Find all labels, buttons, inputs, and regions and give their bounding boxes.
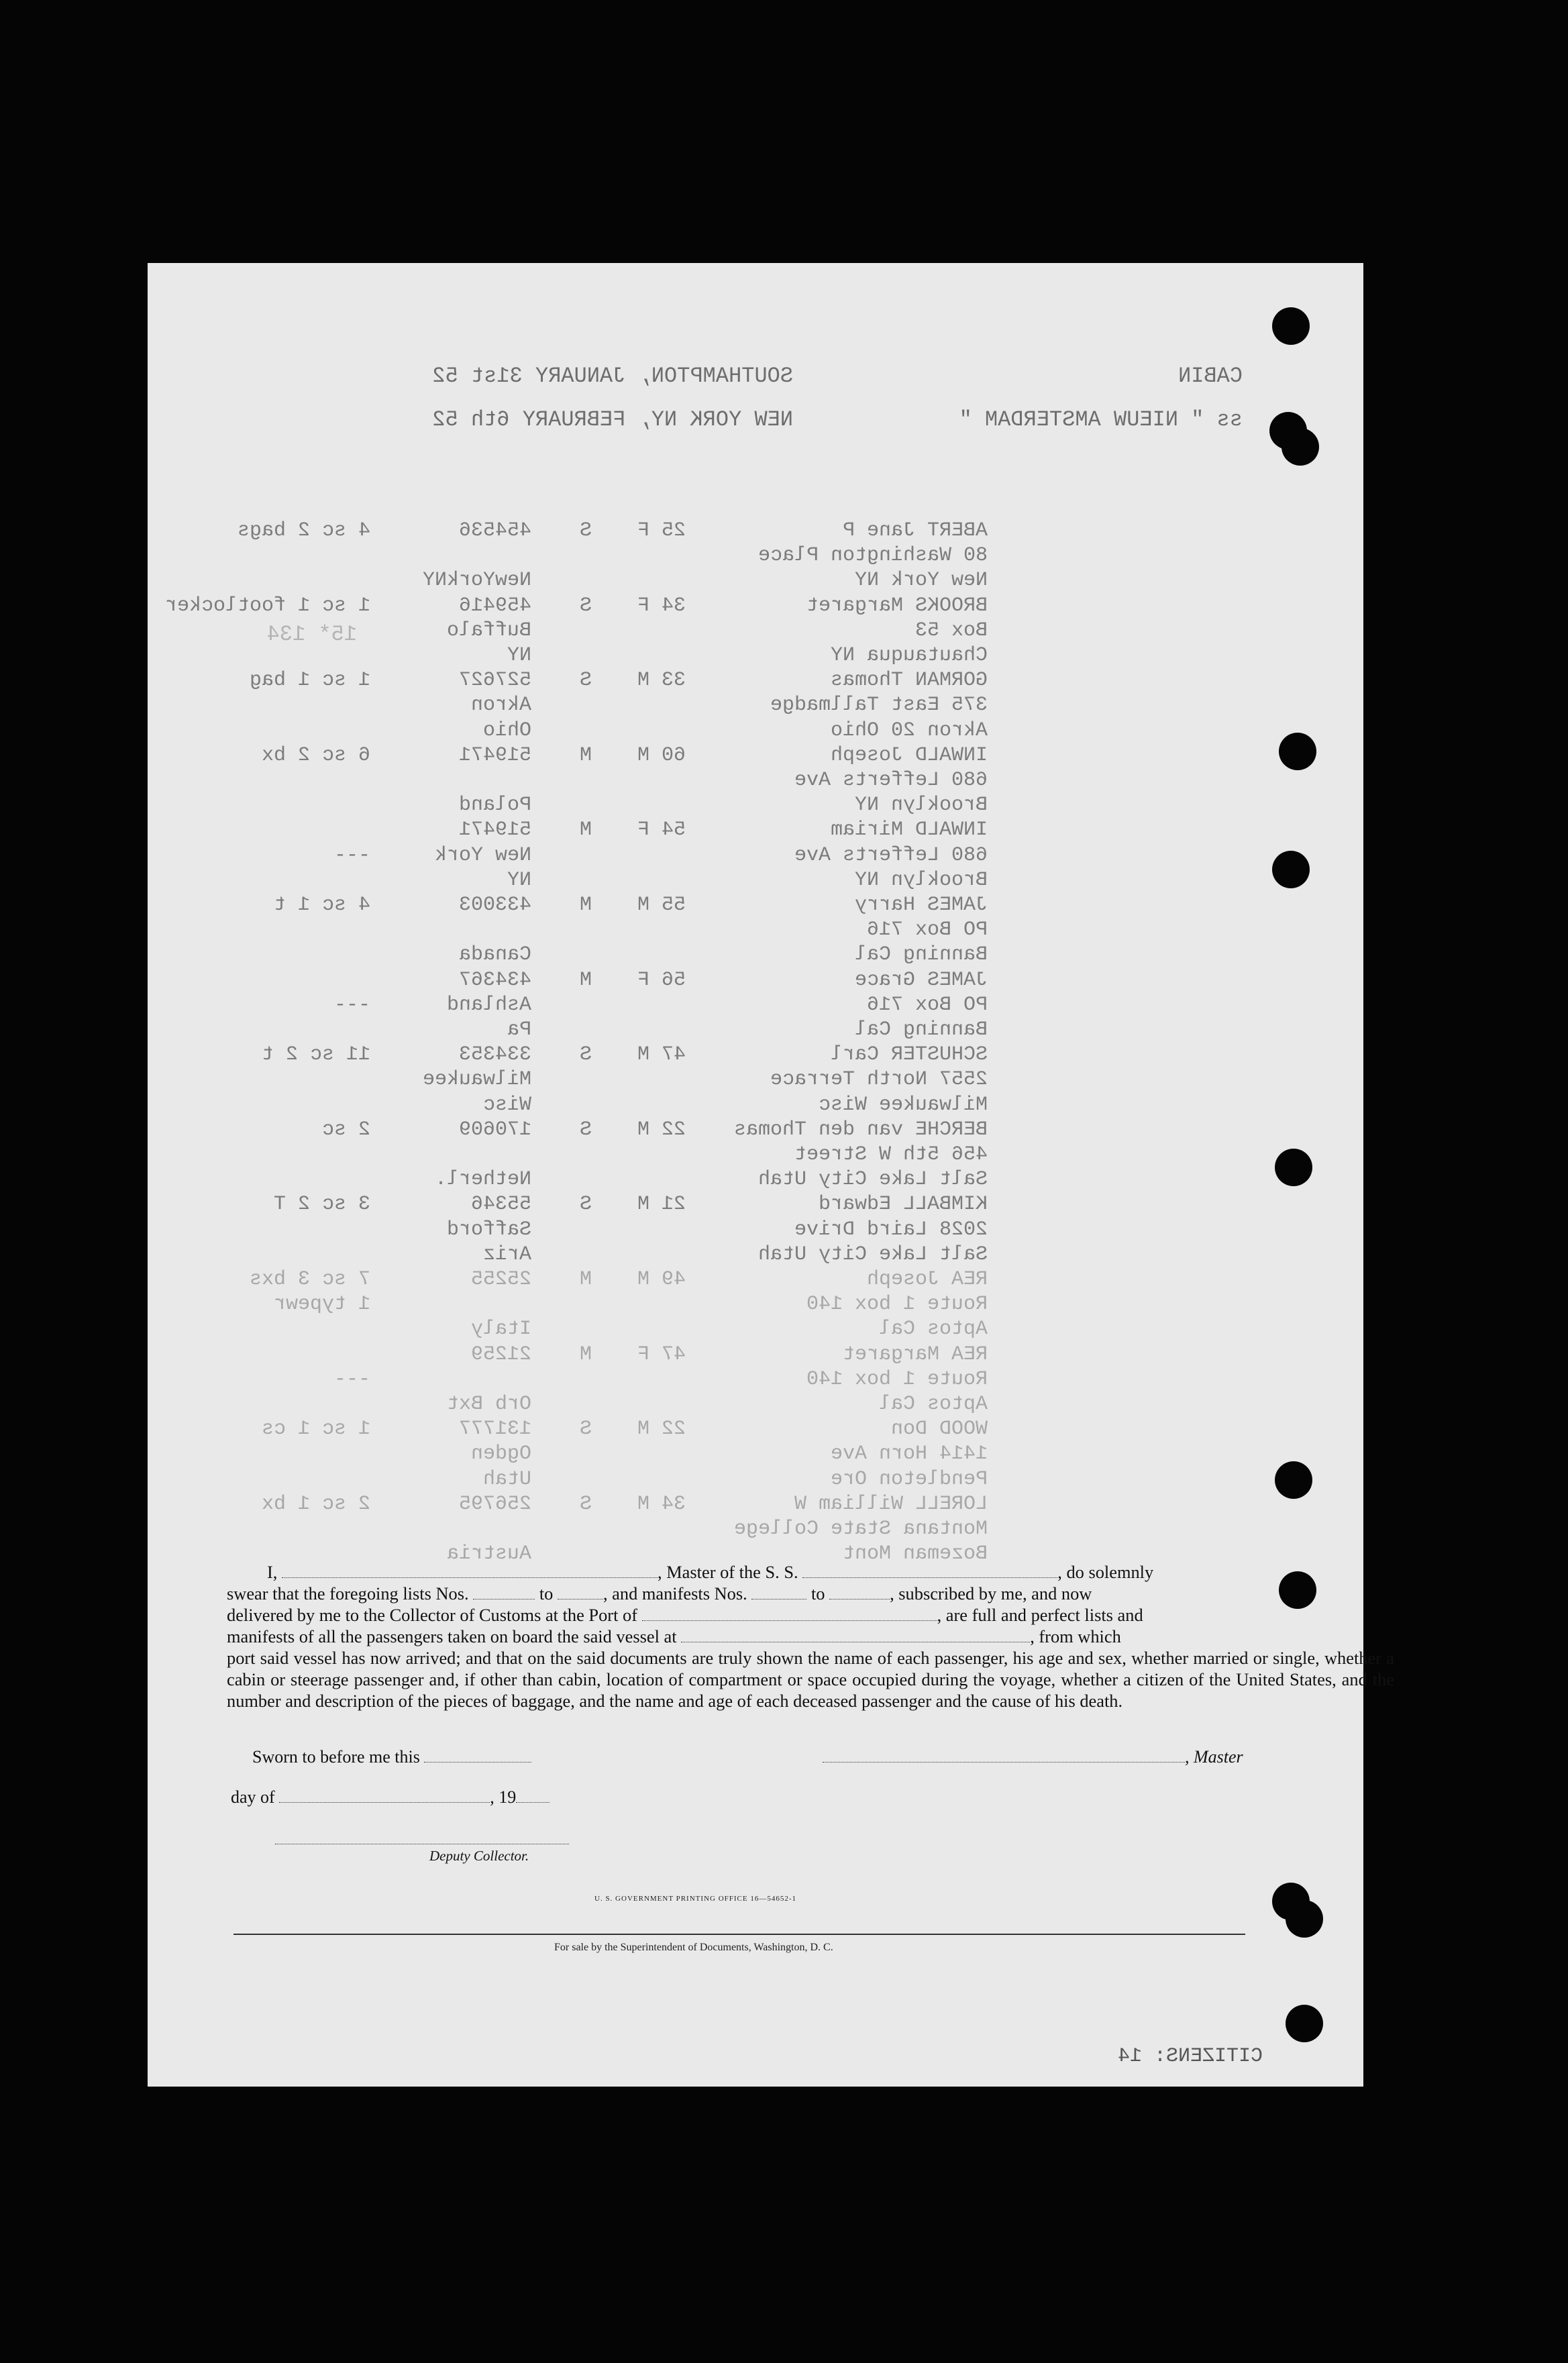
oath-text: swear that the foregoing lists Nos. bbox=[227, 1583, 469, 1604]
bleedthrough-name: BROOKS Margaret bbox=[806, 594, 988, 617]
bleedthrough-name: INWALD Joseph bbox=[830, 743, 988, 767]
bleedthrough-num: Buffalo bbox=[446, 619, 531, 642]
bleedthrough-name: GORMAN Thomas bbox=[830, 669, 988, 692]
bleedthrough-name: Aptos Cal bbox=[878, 1318, 988, 1341]
bleedthrough-bag: 1 sc 1 footlocker bbox=[164, 594, 370, 617]
bleedthrough-name: Brooklyn NY bbox=[854, 794, 988, 817]
bleedthrough-name: Banning Cal bbox=[854, 943, 988, 967]
bleedthrough-code: S bbox=[579, 1118, 592, 1141]
bleedthrough-code: S bbox=[579, 669, 592, 692]
bleedthrough-num: NY bbox=[507, 868, 531, 892]
bleedthrough-name: PO Box 716 bbox=[866, 918, 988, 942]
bleedthrough-age: 56 F bbox=[637, 968, 686, 992]
bleedthrough-code: M bbox=[579, 1343, 592, 1366]
bleedthrough-num: New York bbox=[434, 843, 531, 867]
bleedthrough-num: Orb Bxt bbox=[446, 1393, 531, 1416]
bleedthrough-name: WOOD Don bbox=[890, 1418, 988, 1441]
bleedthrough-name: ABERT Jane P bbox=[842, 519, 988, 542]
bleedthrough-num: Austria bbox=[446, 1542, 531, 1566]
bleedthrough-num: Ashland bbox=[446, 993, 531, 1016]
bleedthrough-num: 434367 bbox=[458, 968, 531, 992]
bleedthrough-code: M bbox=[579, 743, 592, 767]
bleedthrough-name: Salt Lake City Utah bbox=[757, 1168, 988, 1192]
bleedthrough-bag: 11 sc 2 t bbox=[261, 1043, 370, 1067]
bleedthrough-num: Canada bbox=[458, 943, 531, 967]
bleedthrough-code: S bbox=[579, 519, 592, 542]
for-sale-note: For sale by the Superintendent of Documents, Washington, D. C. bbox=[554, 1942, 833, 1953]
bleedthrough-bag: --- bbox=[333, 843, 370, 867]
oath-text: , are full and perfect lists and bbox=[937, 1605, 1143, 1625]
oath-text: , do solemnly bbox=[1057, 1562, 1154, 1582]
bleedthrough-name: JAMES Grace bbox=[854, 968, 988, 992]
bleedthrough-age: 34 F bbox=[637, 594, 686, 617]
bleedthrough-num: 527627 bbox=[458, 669, 531, 692]
bleedthrough-num: Utah bbox=[482, 1467, 531, 1491]
bleedthrough-num: Ariz bbox=[482, 1243, 531, 1266]
bleedthrough-num: Wisc bbox=[482, 1093, 531, 1116]
bleedthrough-num: 55346 bbox=[470, 1193, 531, 1216]
bleedthrough-name: Chautauqua NY bbox=[830, 644, 988, 667]
bleedthrough-code: S bbox=[579, 1193, 592, 1216]
bleedthrough-age: 55 M bbox=[637, 894, 686, 916]
bleedthrough-bag: 2 sc 1 bx bbox=[261, 1492, 370, 1516]
bleedthrough-num: Italy bbox=[470, 1318, 531, 1341]
bleedthrough-code: S bbox=[579, 1492, 592, 1516]
bleedthrough-name: 375 East Tallmadge bbox=[770, 694, 988, 717]
bleedthrough-name: 680 Lefferts Ave bbox=[794, 843, 988, 867]
bleedthrough-code: M bbox=[579, 968, 592, 992]
bleedthrough-num: 519471 bbox=[458, 819, 531, 842]
bleedthrough-age: 47 M bbox=[637, 1043, 686, 1067]
bleedthrough-num: 334353 bbox=[458, 1043, 531, 1067]
bleedthrough-name: LORELL William W bbox=[794, 1492, 988, 1516]
reverse-side-number: 15* 134 bbox=[266, 622, 357, 647]
bleedthrough-bag: 7 sc 3 bxs bbox=[249, 1268, 370, 1291]
bleedthrough-num: Akron bbox=[470, 694, 531, 717]
sworn-label: Sworn to before me this bbox=[252, 1747, 420, 1767]
print-office-line: U. S. GOVERNMENT PRINTING OFFICE 16—54652-1 bbox=[594, 1895, 797, 1903]
bleedthrough-num: 454536 bbox=[458, 519, 531, 542]
bleedthrough-name: Aptos Cal bbox=[878, 1393, 988, 1416]
bleedthrough-name: Akron 20 Ohio bbox=[830, 719, 988, 742]
bleedthrough-name: Brooklyn NY bbox=[854, 868, 988, 892]
bleedthrough-num: Milwaukee bbox=[422, 1068, 531, 1092]
bleedthrough-age: 22 M bbox=[637, 1418, 686, 1441]
oath-text: , Master of the S. S. bbox=[658, 1562, 798, 1582]
oath-text: delivered by me to the Collector of Customs at the Port of bbox=[227, 1605, 637, 1625]
bleedthrough-num: 519471 bbox=[458, 743, 531, 767]
bleedthrough-age: 33 M bbox=[637, 669, 686, 692]
master-label: , Master bbox=[1185, 1747, 1243, 1767]
bleedthrough-age: 21 M bbox=[637, 1193, 686, 1216]
bleedthrough-code: S bbox=[579, 594, 592, 617]
bleedthrough-num: 131777 bbox=[458, 1418, 531, 1441]
bleedthrough-code: M bbox=[579, 1268, 592, 1291]
bleedthrough-bag: 4 sc 1 t bbox=[273, 894, 370, 916]
bleedthrough-num: Ohio bbox=[482, 719, 531, 742]
bleedthrough-name: Banning Cal bbox=[854, 1018, 988, 1041]
bleedthrough-bag: 1 sc 1 cs bbox=[261, 1418, 370, 1441]
bleedthrough-age: 22 M bbox=[637, 1118, 686, 1141]
reverse-header-right-1: SOUTHAMPTON, JANUARY 31st 52 bbox=[432, 364, 793, 388]
bleedthrough-name: Milwaukee Wisc bbox=[818, 1093, 988, 1116]
oath-text: to bbox=[811, 1583, 825, 1604]
bleedthrough-num: Poland bbox=[458, 794, 531, 817]
year-label: , 19 bbox=[490, 1787, 517, 1807]
bleedthrough-code: S bbox=[579, 1043, 592, 1067]
bleedthrough-age: 47 F bbox=[637, 1343, 686, 1366]
reverse-header-left-2: ss " NIEUW AMSTERDAM " bbox=[959, 407, 1243, 432]
bleedthrough-name: KIMBALL Edward bbox=[818, 1193, 988, 1216]
bleedthrough-bag: 1 sc 1 bag bbox=[249, 669, 370, 692]
bleedthrough-name: JAMES Harry bbox=[854, 894, 988, 916]
bleedthrough-name: New York NY bbox=[854, 569, 988, 592]
manifest-page bbox=[148, 263, 1394, 2087]
bleedthrough-age: 34 M bbox=[637, 1492, 686, 1516]
reverse-header-right-2: NEW YORK NY, FEBRUARY 6th 52 bbox=[432, 407, 793, 432]
day-of-label: day of bbox=[231, 1787, 275, 1807]
bleedthrough-age: 54 F bbox=[637, 819, 686, 842]
bleedthrough-name: Route 1 box 140 bbox=[806, 1293, 988, 1316]
bleedthrough-name: Salt Lake City Utah bbox=[757, 1243, 988, 1266]
bleedthrough-bag: 3 sc 2 T bbox=[273, 1193, 370, 1216]
bleedthrough-name: Pendleton Ore bbox=[830, 1467, 988, 1491]
deputy-label: Deputy Collector. bbox=[429, 1848, 529, 1864]
oath-text: , from which bbox=[1030, 1626, 1121, 1646]
bleedthrough-num: 256795 bbox=[458, 1492, 531, 1516]
bleedthrough-num: Pa bbox=[507, 1018, 531, 1041]
bleedthrough-name: REA Joseph bbox=[866, 1268, 988, 1291]
bleedthrough-num: Safford bbox=[446, 1218, 531, 1241]
bleedthrough-name: 2028 Laird Drive bbox=[794, 1218, 988, 1241]
bleedthrough-name: 80 Washington Place bbox=[757, 544, 988, 568]
bleedthrough-name: 2557 North Terrace bbox=[770, 1068, 988, 1092]
bleedthrough-name: 1414 Horn Ave bbox=[830, 1442, 988, 1466]
citizens-count: CITIZENS: 14 bbox=[1117, 2045, 1263, 2068]
citizens-bleedthrough bbox=[148, 263, 1363, 2087]
bleedthrough-num: Netherl. bbox=[434, 1168, 531, 1192]
bleedthrough-code: M bbox=[579, 894, 592, 916]
bleedthrough-bag: 6 sc 2 bx bbox=[261, 743, 370, 767]
bleedthrough-num: 459416 bbox=[458, 594, 531, 617]
bleedthrough-num: NY bbox=[507, 644, 531, 667]
bleedthrough-name: Bozeman Mont bbox=[842, 1542, 988, 1566]
bleedthrough-bag: 1 typewr bbox=[273, 1293, 370, 1316]
bleedthrough-age: 25 F bbox=[637, 519, 686, 542]
bleedthrough-name: Box 53 bbox=[914, 619, 988, 642]
bleedthrough-name: SCHUSTER Carl bbox=[830, 1043, 988, 1067]
oath-text: , and manifests Nos. bbox=[603, 1583, 747, 1604]
reverse-header-left-1: CABIN bbox=[1178, 364, 1243, 388]
oath-text: port said vessel has now arrived; and that on the said documents are truly shown the name of each passenger, his age and sex, whether married or single, whether a cabin or steerage passenger and, if other than cabin, location of compartment or space occupied during the voyage, whether a citizen of the United States, and the number and description of the pieces of baggage, and the name and age of each deceased passenger and the cause of his death. bbox=[227, 1648, 1394, 1711]
bleedthrough-num: Ogden bbox=[470, 1442, 531, 1466]
bleedthrough-num: NewYorkNY bbox=[422, 569, 531, 592]
bleedthrough-num: 433003 bbox=[458, 894, 531, 916]
oath-text: to bbox=[539, 1583, 554, 1604]
bleedthrough-name: 456 5th W Street bbox=[794, 1143, 988, 1166]
bleedthrough-code: M bbox=[579, 819, 592, 842]
bleedthrough-bag: --- bbox=[333, 1367, 370, 1391]
bleedthrough-name: REA Margaret bbox=[842, 1343, 988, 1366]
bleedthrough-bag: --- bbox=[333, 993, 370, 1016]
oath-text: manifests of all the passengers taken on board the said vessel at bbox=[227, 1626, 677, 1646]
bleedthrough-name: PO Box 716 bbox=[866, 993, 988, 1016]
bleedthrough-name: BERCHE van den Thomas bbox=[733, 1118, 988, 1141]
bleedthrough-num: 170609 bbox=[458, 1118, 531, 1141]
oath-text: I, bbox=[267, 1562, 278, 1582]
bleedthrough-age: 49 M bbox=[637, 1268, 686, 1291]
bleedthrough-name: Route 1 box 140 bbox=[806, 1367, 988, 1391]
bleedthrough-num: 25255 bbox=[470, 1268, 531, 1291]
bleedthrough-name: INWALD Miriam bbox=[830, 819, 988, 842]
bleedthrough-bag: 4 sc 2 bags bbox=[237, 519, 370, 542]
bleedthrough-name: Montana State College bbox=[733, 1518, 988, 1540]
bleedthrough-bag: 2 sc bbox=[321, 1118, 370, 1141]
oath-text: , subscribed by me, and now bbox=[890, 1583, 1092, 1604]
bleedthrough-name: 680 Lefferts Ave bbox=[794, 769, 988, 792]
bleedthrough-num: 21259 bbox=[470, 1343, 531, 1366]
bleedthrough-code: S bbox=[579, 1418, 592, 1441]
bleedthrough-age: 60 M bbox=[637, 743, 686, 767]
